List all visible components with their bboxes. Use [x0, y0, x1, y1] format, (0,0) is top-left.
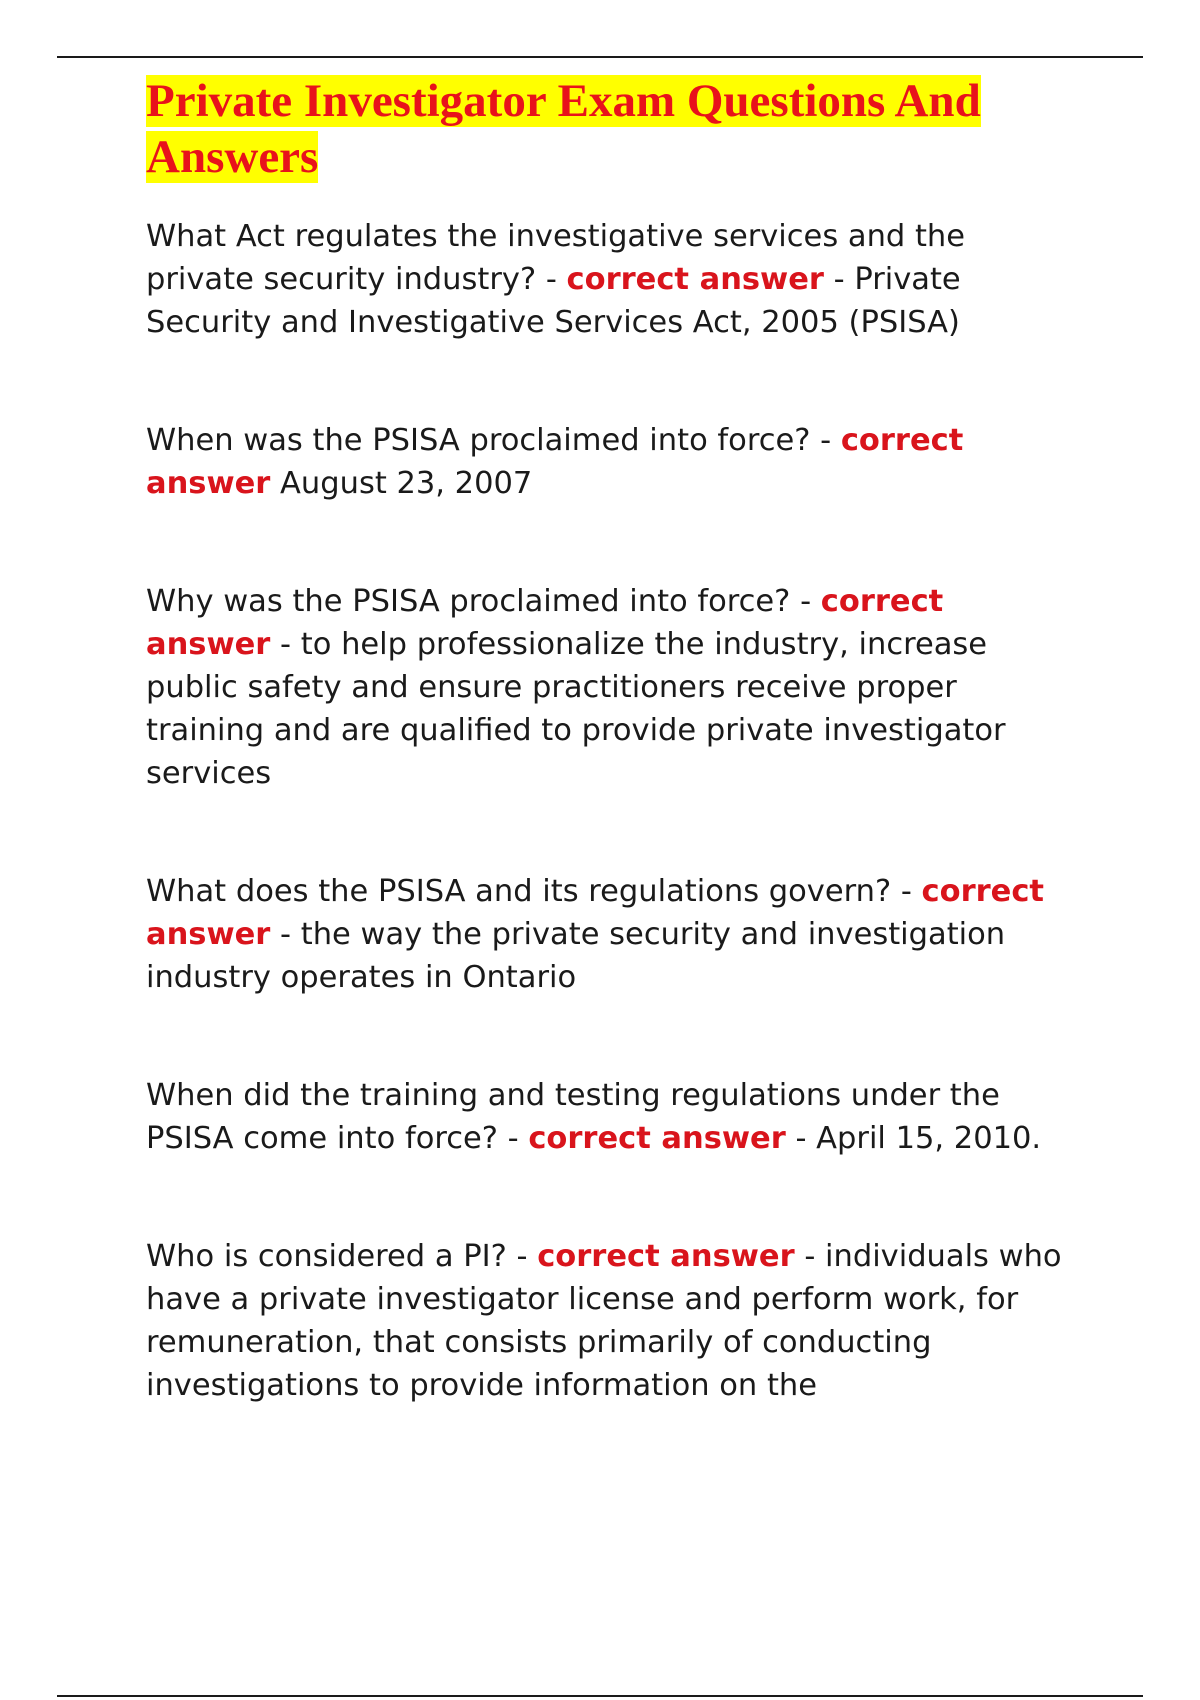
question-text: Why was the PSISA proclaimed into force? - — [146, 584, 821, 619]
answer-text: - to help professionalize the industry, increase public safety and ensure practitioners receive proper training and are qualified to provide private investigator services — [146, 627, 1006, 791]
question-text: When was the PSISA proclaimed into force? - — [146, 423, 841, 458]
answer-label: correct answer — [146, 874, 1044, 952]
bottom-rule — [57, 1695, 1143, 1697]
answer-text: - individuals who have a private investigator license and perform work, for remuneration, that consists primarily of conducting investigations to provide information on the — [146, 1239, 1062, 1403]
answer-text: - April 15, 2010. — [785, 1121, 1042, 1156]
title-block — [146, 73, 1026, 185]
answer-label: correct answer — [528, 1121, 786, 1156]
question-text: What Act regulates the investigative services and the private security industry? - — [146, 219, 966, 297]
qa-item-6 — [146, 1235, 1071, 1407]
answer-text: - the way the private security and investigation industry operates in Ontario — [146, 917, 1006, 995]
qa-item-1 — [146, 215, 1071, 344]
qa-item-5 — [146, 1074, 1071, 1160]
question-text: What does the PSISA and its regulations govern? - — [146, 874, 922, 909]
answer-label: correct answer — [566, 262, 824, 297]
qa-item-4 — [146, 870, 1071, 999]
answer-label: correct answer — [146, 584, 944, 662]
qa-item-2 — [146, 419, 1071, 505]
top-rule — [57, 56, 1143, 58]
question-text: Who is considered a PI? - — [146, 1239, 538, 1274]
question-text: When did the training and testing regulations under the PSISA come into force? - — [146, 1078, 1000, 1156]
answer-label: correct answer — [146, 423, 964, 501]
answer-text: August 23, 2007 — [270, 466, 533, 501]
answer-text: - Private Security and Investigative Services Act, 2005 (PSISA) — [146, 262, 961, 340]
document-body — [146, 73, 1071, 1407]
document-title: Private Investigator Exam Questions And Answers — [146, 75, 981, 183]
answer-label: correct answer — [537, 1239, 795, 1274]
qa-item-3 — [146, 580, 1071, 795]
